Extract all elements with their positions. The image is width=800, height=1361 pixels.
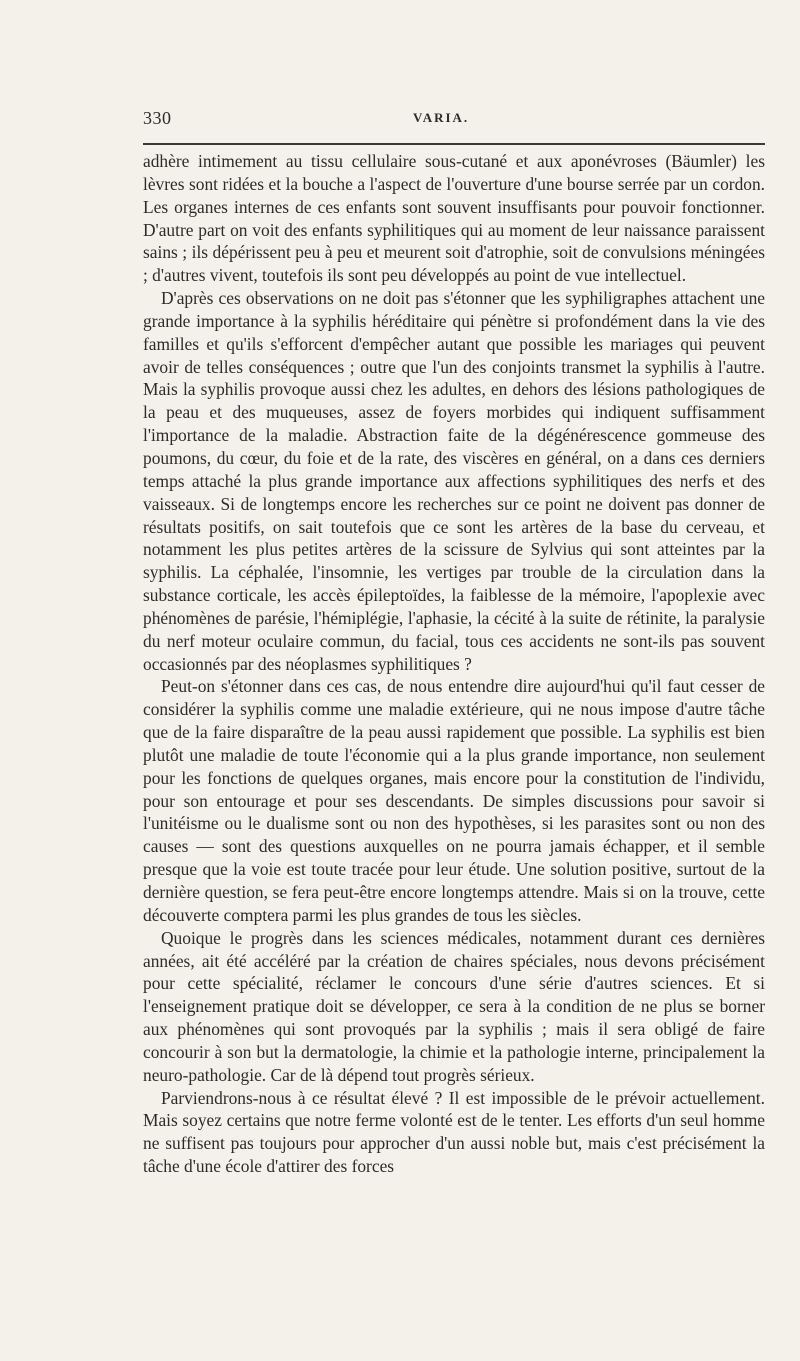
paragraph: Peut-on s'étonner dans ces cas, de nous entendre dire aujourd'hui qu'il faut cesser de considérer la syphilis comme une maladie extérieure, qui ne nous impose d'autre tâche que de la faire disparaître de la peau aussi rapidement que possible. La syphilis est bien plutôt une maladie de toute l'économie qui a la plus grande importance, non seulement pour les fonctions de quelques organes, mais encore pour la constitution de l'individu, pour son entourage et pour ses descendants. De simples discussions pour savoir si l'unitéisme ou le dualisme sont ou non des hypothèses, si les parasites sont ou non des causes — sont des questions auxquelles on ne pourra jamais échapper, et il semble presque que la voie est toute tracée pour leur étude. Une solution positive, surtout de la dernière question, se fera peut-être encore longtemps attendre. Mais si on la trouve, cette découverte comptera parmi les plus grandes de tous les siècles. — [143, 676, 765, 925]
paragraph-continued: adhère intimement au tissu cellulaire sous-cutané et aux aponévroses (Bäumler) les lèvres sont ridées et la bouche a l'aspect de l'ouverture d'une bourse serrée par un cordon. Les organes internes de ces enfants sont souvent insuffisants pour pouvoir fonctionner. D'autre part on voit des enfants syphilitiques qui au moment de leur naissance paraissent sains ; ils dépérissent peu à peu et meurent soit d'atrophie, soit de convulsions méningées ; d'autres vivent, toutefois ils sont peu développés au point de vue intellectuel. — [143, 151, 765, 286]
page-number: 330 — [143, 108, 172, 128]
paragraph: D'après ces observations on ne doit pas s'étonner que les syphiligraphes attachent une grande importance à la syphilis héréditaire qui pénètre si profondément dans la vie des familles et qu'ils s'efforcent d'empêcher autant que possible les mariages qui peuvent avoir de telles conséquences ; outre que l'un des conjoints transmet la syphilis à l'autre. Mais la syphilis provoque aussi chez les adultes, en dehors des lésions pathologiques de la peau et des muqueuses, assez de foyers morbides qui indiquent suffisamment l'importance de la maladie. Abstraction faite de la dégénérescence gommeuse des poumons, du cœur, du foie et de la rate, des viscères en général, on a dans ces derniers temps attaché la plus grande importance aux affections syphilitiques des nerfs et des vaisseaux. Si de longtemps encore les recherches sur ce point ne doivent pas donner de résultats positifs, on sait toutefois que ce sont les artères de la base du cerveau, et notamment les plus petites artères de la scissure de Sylvius qui sont atteintes par la syphilis. La céphalée, l'insomnie, les vertiges par trouble de la circulation dans la substance corticale, les accès épileptoïdes, la faiblesse de la mémoire, l'apoplexie avec phénomènes de parésie, l'hémiplégie, l'aphasie, la cécité à la suite de rétinite, la paralysie du nerf moteur oculaire commun, du facial, tous ces accidents ne sont-ils pas souvent occasionnés par des néoplasmes syphilitiques ? — [143, 288, 765, 674]
running-head: VARIA. — [413, 110, 470, 125]
body-text — [143, 150, 765, 1178]
header-rule — [143, 143, 765, 145]
paragraph: Parviendrons-nous à ce résultat élevé ? Il est impossible de le prévoir actuellement. Mais soyez certains que notre ferme volonté est de le tenter. Les efforts d'un seul homme ne suffisent pas toujours pour approcher d'un aussi noble but, mais c'est précisément la tâche d'une école d'attirer des forces — [143, 1087, 765, 1177]
paragraph: Quoique le progrès dans les sciences médicales, notamment durant ces dernières années, ait été accéléré par la création de chaires spéciales, nous devons précisément pour cette spécialité, réclamer le concours d'une série d'autres sciences. Et si l'enseignement pratique doit se développer, ce sera à la condition de ne plus se borner aux phénomènes qui sont provoqués par la syphilis ; mais il sera obligé de faire concourir à son but la dermatologie, la chimie et la pathologie interne, principalement la neuro-pathologie. Car de là dépend tout progrès sérieux. — [143, 927, 765, 1085]
page-header — [143, 108, 765, 134]
